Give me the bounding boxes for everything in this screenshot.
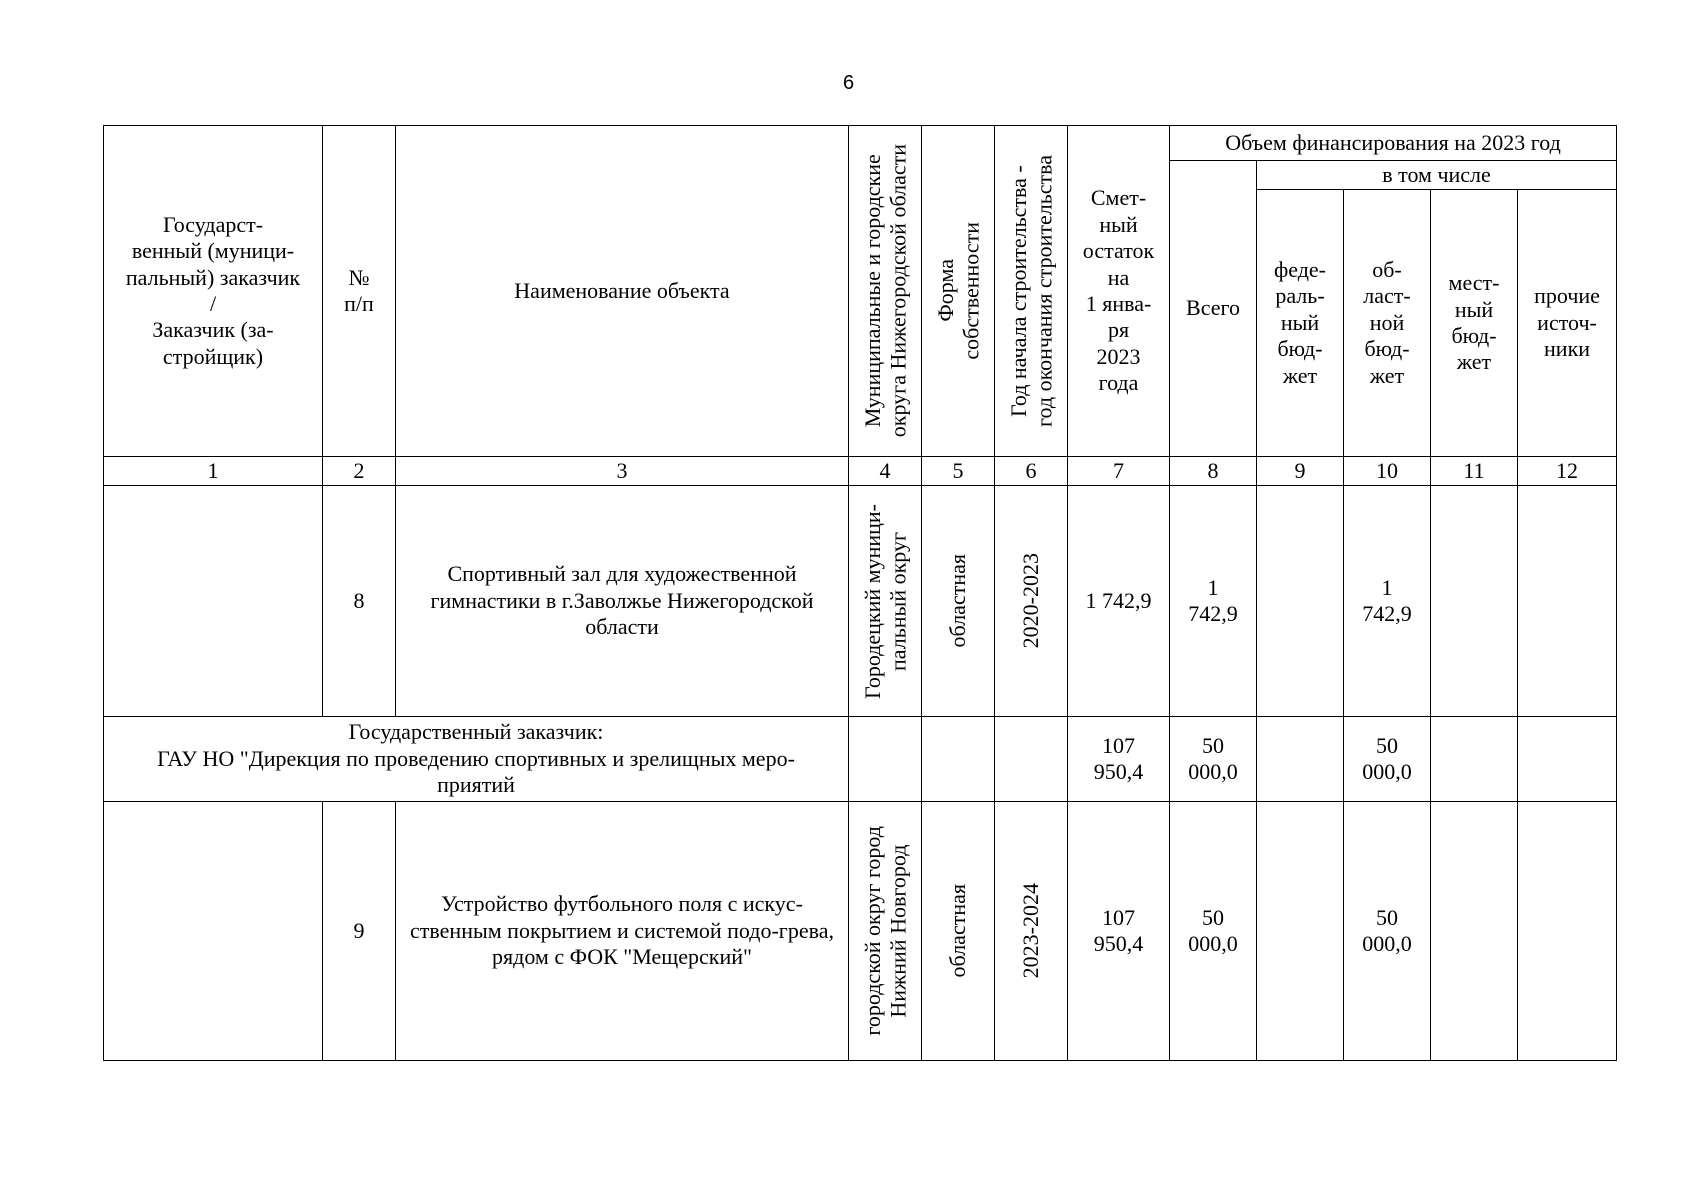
row-customer: [104, 802, 323, 1061]
column-number: 11: [1431, 457, 1518, 486]
group-ownership: [922, 717, 995, 802]
header-funding-group: Объем финансирования на 2023 год: [1170, 126, 1617, 161]
row-regional: 50 000,0: [1344, 802, 1431, 1061]
row-municipality: [849, 486, 922, 717]
row-total: 1 742,9: [1170, 486, 1257, 717]
header-federal: феде- раль- ный бюд- жет: [1257, 190, 1344, 457]
row-years-label: 2020-2023: [1018, 553, 1044, 649]
row-municipality-label: Городецкий муници- пальный округ: [859, 503, 910, 699]
row-number: 8: [323, 486, 396, 717]
group-federal: [1257, 717, 1344, 802]
row-ownership: [922, 486, 995, 717]
group-regional: 50 000,0: [1344, 717, 1431, 802]
header-ownership-label: Форма собственности: [932, 222, 983, 360]
header-municipality: [849, 126, 922, 457]
group-balance: 107 950,4: [1068, 717, 1170, 802]
row-other: [1518, 802, 1617, 1061]
header-object-name: Наименование объекта: [396, 126, 849, 457]
group-customer-label: Государственный заказчик: ГАУ НО "Дирекция по проведению спортивных и зрелищных меро- приятий: [104, 717, 849, 802]
row-federal: [1257, 802, 1344, 1061]
header-local: мест- ный бюд- жет: [1431, 190, 1518, 457]
row-balance: 107 950,4: [1068, 802, 1170, 1061]
row-years-label: 2023-2024: [1018, 883, 1044, 979]
row-total: 50 000,0: [1170, 802, 1257, 1061]
group-years: [995, 717, 1068, 802]
group-local: [1431, 717, 1518, 802]
row-other: [1518, 486, 1617, 717]
column-number: 8: [1170, 457, 1257, 486]
column-number: 6: [995, 457, 1068, 486]
group-total: 50 000,0: [1170, 717, 1257, 802]
table-row: [104, 486, 1617, 717]
group-municipality: [849, 717, 922, 802]
row-local: [1431, 486, 1518, 717]
group-other: [1518, 717, 1617, 802]
investment-program-table: [103, 125, 1617, 1061]
row-municipality-label: городской округ город Нижний Новгород: [859, 826, 910, 1036]
row-customer: [104, 486, 323, 717]
column-number: 2: [323, 457, 396, 486]
header-including: в том числе: [1257, 161, 1617, 190]
row-years: [995, 802, 1068, 1061]
page-number: 6: [842, 72, 855, 94]
header-balance: Смет- ный остаток на 1 янва- ря 2023 года: [1068, 126, 1170, 457]
header-row-number: № п/п: [323, 126, 396, 457]
header-ownership: [922, 126, 995, 457]
header-years: [995, 126, 1068, 457]
row-years: [995, 486, 1068, 717]
row-ownership-label: областная: [945, 884, 971, 978]
table-row: [104, 802, 1617, 1061]
column-number: 10: [1344, 457, 1431, 486]
row-object-name: Спортивный зал для художественной гимнастики в г.Заволжье Нижегородской области: [396, 486, 849, 717]
row-ownership-label: областная: [945, 554, 971, 648]
column-number: 7: [1068, 457, 1170, 486]
column-number: 5: [922, 457, 995, 486]
column-number: 1: [104, 457, 323, 486]
row-ownership: [922, 802, 995, 1061]
header-row-1: [104, 126, 1617, 161]
header-total: Всего: [1170, 161, 1257, 457]
row-federal: [1257, 486, 1344, 717]
header-other: прочие источ- ники: [1518, 190, 1617, 457]
row-regional: 1 742,9: [1344, 486, 1431, 717]
column-number: 4: [849, 457, 922, 486]
header-regional: об- ласт- ной бюд- жет: [1344, 190, 1431, 457]
row-object-name: Устройство футбольного поля с искус-ственным покрытием и системой подо-грева, рядом с ФОК "Мещерский": [396, 802, 849, 1061]
header-municipality-label: Муниципальные и городские округа Нижегородской области: [859, 144, 910, 438]
row-local: [1431, 802, 1518, 1061]
header-years-label: Год начала строительства - год окончания строительства: [1005, 155, 1056, 427]
row-number: 9: [323, 802, 396, 1061]
group-row: [104, 717, 1617, 802]
column-numbers-row: [104, 457, 1617, 486]
header-customer: Государст- венный (муници- пальный) заказчик / Заказчик (за- стройщик): [104, 126, 323, 457]
row-balance: 1 742,9: [1068, 486, 1170, 717]
column-number: 12: [1518, 457, 1617, 486]
column-number: 3: [396, 457, 849, 486]
column-number: 9: [1257, 457, 1344, 486]
row-municipality: [849, 802, 922, 1061]
